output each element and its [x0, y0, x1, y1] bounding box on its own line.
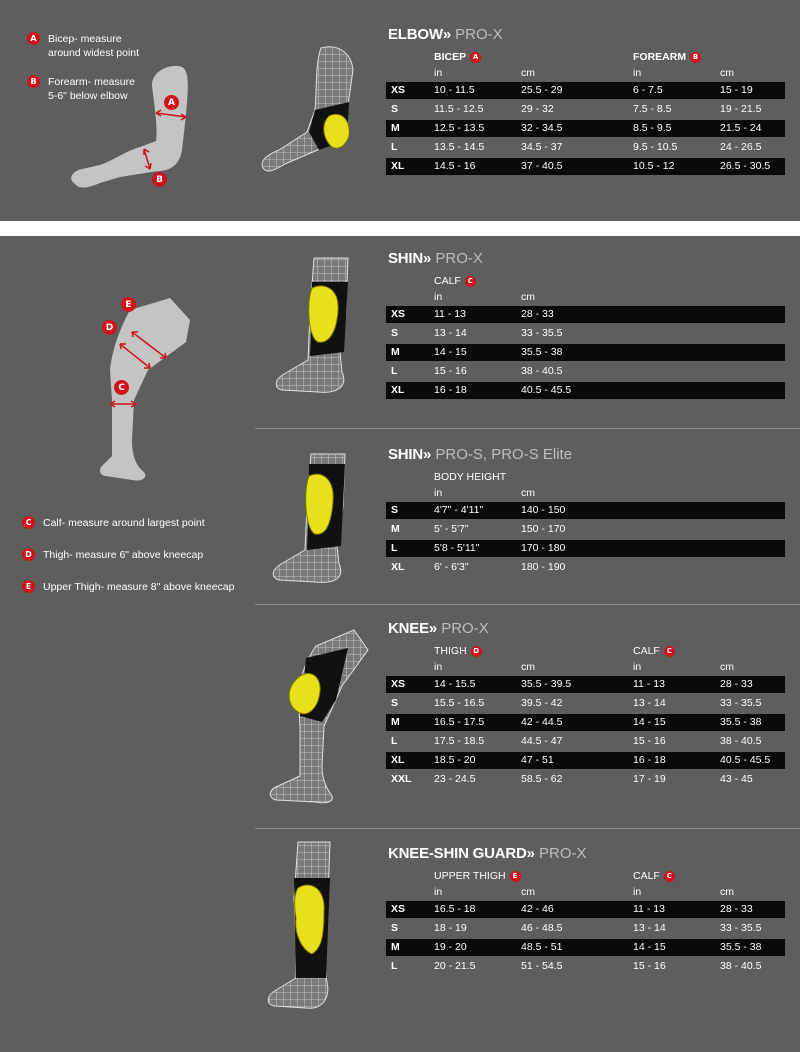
- value-cell: 46 - 48.5: [521, 922, 563, 934]
- title-model: PRO-X: [431, 250, 483, 267]
- value-cell: 44.5 - 47: [521, 735, 563, 747]
- col-header-label: THIGH: [434, 645, 467, 657]
- table-row: [386, 139, 785, 156]
- col-header-label: BODY HEIGHT: [434, 471, 507, 483]
- section-title: [388, 446, 572, 463]
- table-row: [386, 502, 785, 519]
- value-cell: 16.5 - 18: [434, 903, 476, 915]
- value-cell: 4'7" - 4'11": [434, 504, 484, 516]
- value-cell: 9.5 - 10.5: [633, 141, 678, 153]
- value-cell: 51 - 54.5: [521, 960, 563, 972]
- value-cell: 10 - 11.5: [434, 84, 475, 96]
- size-cell: S: [391, 504, 399, 516]
- col-header-badge: B: [690, 52, 701, 63]
- table-row: [386, 521, 785, 538]
- unit-in: in: [633, 886, 642, 898]
- value-cell: 48.5 - 51: [521, 941, 563, 953]
- diagram-badge-b: B: [152, 172, 167, 187]
- value-cell: 14.5 - 16: [434, 160, 476, 172]
- unit-cm: cm: [720, 67, 734, 79]
- value-cell: 39.5 - 42: [521, 697, 563, 709]
- value-cell: 14 - 15: [434, 346, 467, 358]
- title-model: PRO-X: [534, 845, 587, 862]
- table-row: [386, 676, 785, 693]
- unit-in: in: [633, 661, 642, 673]
- col-header-calf: [633, 645, 675, 657]
- col-header-upper-thigh: [434, 870, 521, 882]
- table-row: [386, 158, 785, 175]
- value-cell: 15.5 - 16.5: [434, 697, 485, 709]
- size-cell: XL: [391, 160, 405, 172]
- value-cell: 33 - 35.5: [720, 697, 762, 709]
- table-row: [386, 363, 785, 380]
- diagram-badge-e: E: [121, 297, 136, 312]
- section-title: [388, 250, 483, 267]
- value-cell: 15 - 16: [633, 735, 666, 747]
- size-cell: XL: [391, 384, 405, 396]
- table-row: [386, 101, 785, 118]
- value-cell: 5' - 5'7": [434, 523, 469, 535]
- table-row: [386, 901, 785, 918]
- size-cell: M: [391, 716, 400, 728]
- value-cell: 19 - 21.5: [720, 103, 762, 115]
- col-header-forearm: [633, 51, 701, 63]
- unit-cm: cm: [521, 661, 535, 673]
- col-header-label: BICEP: [434, 51, 467, 63]
- value-cell: 23 - 24.5: [434, 773, 476, 785]
- size-cell: XXL: [391, 773, 412, 785]
- divider: [255, 604, 800, 605]
- value-cell: 18 - 19: [434, 922, 467, 934]
- elbow-guard-illustration: [255, 40, 365, 190]
- value-cell: 15 - 19: [720, 84, 753, 96]
- value-cell: 17.5 - 18.5: [434, 735, 485, 747]
- table-row: [386, 344, 785, 361]
- legend-calf-text: Calf- measure around largest point: [43, 517, 205, 529]
- table-row: [386, 306, 785, 323]
- legend-calf: [22, 516, 205, 530]
- arm-diagram: [60, 55, 210, 200]
- unit-cm: cm: [720, 886, 734, 898]
- table-row: [386, 540, 785, 557]
- size-cell: XS: [391, 84, 406, 96]
- size-cell: S: [391, 697, 399, 709]
- unit-cm: cm: [521, 886, 535, 898]
- col-header-thigh: [434, 645, 482, 657]
- value-cell: 16.5 - 17.5: [434, 716, 485, 728]
- value-cell: 35.5 - 38: [720, 941, 762, 953]
- value-cell: 34.5 - 37: [521, 141, 563, 153]
- value-cell: 28 - 33: [521, 308, 554, 320]
- value-cell: 19 - 20: [434, 941, 467, 953]
- unit-in: in: [434, 67, 443, 79]
- size-cell: L: [391, 141, 398, 153]
- size-cell: M: [391, 346, 400, 358]
- table-row: [386, 939, 785, 956]
- table-row: [386, 958, 785, 975]
- unit-cm: cm: [521, 291, 535, 303]
- unit-in: in: [434, 886, 443, 898]
- col-header-badge: C: [664, 871, 675, 882]
- legend-upper-thigh: [22, 580, 234, 594]
- legend-thigh: [22, 548, 203, 562]
- value-cell: 11 - 13: [633, 903, 665, 915]
- value-cell: 28 - 33: [720, 903, 753, 915]
- knee-shin-guard-illustration: [262, 838, 352, 1018]
- legend-forearm-text: Forearm- measure 5-6" below elbow: [48, 76, 135, 102]
- value-cell: 14 - 15.5: [434, 678, 476, 690]
- size-cell: M: [391, 523, 400, 535]
- size-cell: XS: [391, 678, 406, 690]
- value-cell: 20 - 21.5: [434, 960, 476, 972]
- leg-diagram: [70, 290, 200, 490]
- badge-e: E: [22, 580, 35, 593]
- badge-d: D: [22, 548, 35, 561]
- size-cell: L: [391, 365, 398, 377]
- shin-pros-illustration: [265, 450, 355, 590]
- section-title: [388, 845, 587, 862]
- value-cell: 35.5 - 38: [521, 346, 563, 358]
- divider: [255, 428, 800, 429]
- value-cell: 8.5 - 9.5: [633, 122, 672, 134]
- badge-b: B: [27, 75, 40, 88]
- col-header-label: FOREARM: [633, 51, 687, 63]
- value-cell: 43 - 45: [720, 773, 753, 785]
- value-cell: 13 - 14: [434, 327, 467, 339]
- value-cell: 180 - 190: [521, 561, 566, 573]
- knee-illustration: [262, 626, 372, 806]
- unit-cm: cm: [521, 67, 535, 79]
- title-model: PRO-X: [450, 26, 503, 43]
- value-cell: 29 - 32: [521, 103, 554, 115]
- title-prefix: SHIN»: [388, 250, 432, 267]
- table-row: [386, 771, 785, 788]
- col-header-badge: C: [664, 646, 675, 657]
- value-cell: 16 - 18: [434, 384, 467, 396]
- value-cell: 15 - 16: [633, 960, 666, 972]
- value-cell: 24 - 26.5: [720, 141, 762, 153]
- size-cell: L: [391, 960, 398, 972]
- size-cell: S: [391, 922, 399, 934]
- value-cell: 170 - 180: [521, 542, 566, 554]
- size-cell: M: [391, 941, 400, 953]
- value-cell: 28 - 33: [720, 678, 753, 690]
- unit-in: in: [434, 291, 443, 303]
- size-cell: XL: [391, 754, 405, 766]
- value-cell: 42 - 44.5: [521, 716, 563, 728]
- col-header-badge: D: [471, 646, 482, 657]
- value-cell: 11.5 - 12.5: [434, 103, 484, 115]
- value-cell: 47 - 51: [521, 754, 554, 766]
- value-cell: 25.5 - 29: [521, 84, 563, 96]
- col-header-calf: [434, 275, 476, 287]
- size-cell: L: [391, 735, 398, 747]
- size-cell: S: [391, 103, 399, 115]
- value-cell: 7.5 - 8.5: [633, 103, 672, 115]
- value-cell: 38 - 40.5: [720, 735, 762, 747]
- diagram-badge-a: A: [164, 95, 179, 110]
- col-header-calf: [633, 870, 675, 882]
- title-model: PRO-X: [437, 620, 489, 637]
- table-row: [386, 382, 785, 399]
- unit-in: in: [434, 487, 443, 499]
- title-prefix: SHIN»: [388, 446, 432, 463]
- title-prefix: KNEE»: [388, 620, 438, 637]
- legend-bicep-text: Bicep- measure around widest point: [48, 33, 140, 59]
- table-row: [386, 752, 785, 769]
- value-cell: 10.5 - 12: [633, 160, 675, 172]
- unit-in: in: [434, 661, 443, 673]
- value-cell: 42 - 46: [521, 903, 554, 915]
- col-header-body-height: [434, 471, 506, 483]
- section-title: [388, 26, 503, 43]
- table-row: [386, 120, 785, 137]
- table-row: [386, 695, 785, 712]
- col-header-label: CALF: [434, 275, 461, 287]
- value-cell: 5'8 - 5'11": [434, 542, 480, 554]
- value-cell: 14 - 15: [633, 941, 666, 953]
- size-cell: L: [391, 542, 398, 554]
- table-row: [386, 559, 785, 576]
- value-cell: 40.5 - 45.5: [720, 754, 771, 766]
- value-cell: 16 - 18: [633, 754, 666, 766]
- size-cell: S: [391, 327, 399, 339]
- size-cell: XS: [391, 903, 406, 915]
- col-header-label: CALF: [633, 645, 660, 657]
- value-cell: 33 - 35.5: [521, 327, 563, 339]
- legend-upper-thigh-text: Upper Thigh- measure 8" above kneecap: [43, 581, 235, 593]
- value-cell: 6 - 7.5: [633, 84, 663, 96]
- value-cell: 26.5 - 30.5: [720, 160, 771, 172]
- value-cell: 35.5 - 39.5: [521, 678, 572, 690]
- value-cell: 37 - 40.5: [521, 160, 563, 172]
- value-cell: 13 - 14: [633, 697, 666, 709]
- badge-a: A: [27, 32, 40, 45]
- unit-cm: cm: [521, 487, 535, 499]
- unit-in: in: [633, 67, 642, 79]
- table-row: [386, 920, 785, 937]
- diagram-badge-d: D: [102, 320, 117, 335]
- value-cell: 150 - 170: [521, 523, 566, 535]
- divider: [255, 828, 800, 829]
- col-header-bicep: [434, 51, 481, 63]
- title-model: PRO-S, PRO-S Elite: [431, 446, 573, 463]
- size-cell: XL: [391, 561, 405, 573]
- value-cell: 12.5 - 13.5: [434, 122, 485, 134]
- value-cell: 11 - 13: [633, 678, 665, 690]
- value-cell: 40.5 - 45.5: [521, 384, 572, 396]
- title-prefix: ELBOW»: [388, 26, 451, 43]
- value-cell: 13 - 14: [633, 922, 666, 934]
- value-cell: 15 - 16: [434, 365, 467, 377]
- col-header-badge: E: [510, 871, 521, 882]
- value-cell: 21.5 - 24: [720, 122, 762, 134]
- legend-thigh-text: Thigh- measure 6" above kneecap: [43, 549, 204, 561]
- table-row: [386, 733, 785, 750]
- table-row: [386, 325, 785, 342]
- col-header-label: UPPER THIGH: [434, 870, 506, 882]
- size-cell: XS: [391, 308, 406, 320]
- shin-prox-illustration: [268, 252, 358, 402]
- size-cell: M: [391, 122, 400, 134]
- value-cell: 14 - 15: [633, 716, 666, 728]
- unit-cm: cm: [720, 661, 734, 673]
- value-cell: 18.5 - 20: [434, 754, 476, 766]
- section-title: [388, 620, 489, 637]
- col-header-badge: A: [470, 52, 481, 63]
- value-cell: 35.5 - 38: [720, 716, 762, 728]
- value-cell: 38 - 40.5: [720, 960, 762, 972]
- title-prefix: KNEE-SHIN GUARD»: [388, 845, 535, 862]
- value-cell: 32 - 34.5: [521, 122, 563, 134]
- value-cell: 38 - 40.5: [521, 365, 563, 377]
- diagram-badge-c: C: [114, 380, 129, 395]
- badge-c: C: [22, 516, 35, 529]
- col-header-label: CALF: [633, 870, 660, 882]
- value-cell: 140 - 150: [521, 504, 566, 516]
- value-cell: 11 - 13: [434, 308, 466, 320]
- col-header-badge: C: [465, 276, 476, 287]
- value-cell: 6' - 6'3": [434, 561, 469, 573]
- value-cell: 33 - 35.5: [720, 922, 762, 934]
- value-cell: 17 - 19: [633, 773, 666, 785]
- value-cell: 13.5 - 14.5: [434, 141, 485, 153]
- table-row: [386, 82, 785, 99]
- table-row: [386, 714, 785, 731]
- value-cell: 58.5 - 62: [521, 773, 563, 785]
